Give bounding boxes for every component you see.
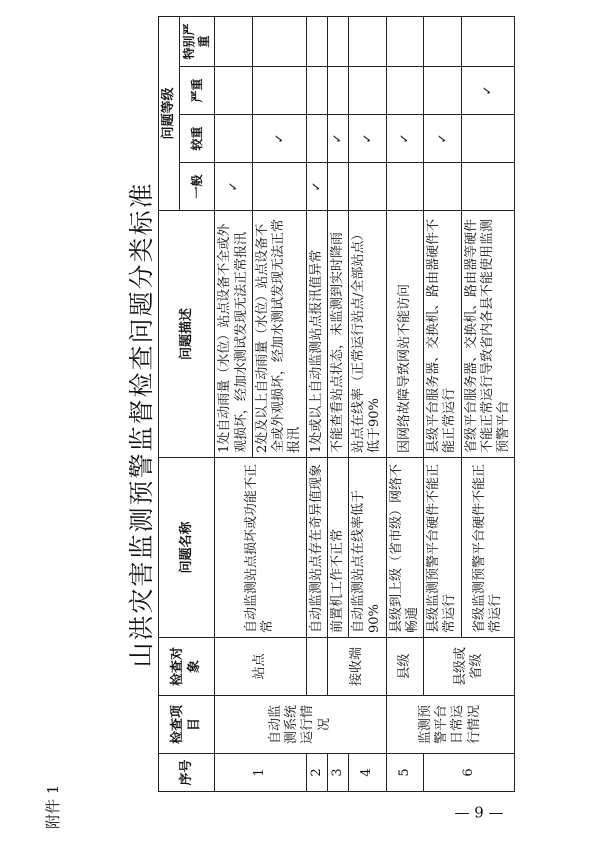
cell-seq: 3	[327, 754, 348, 792]
cell-desc: 1处或以上自动监测站点报汛值异常	[306, 211, 327, 458]
check-mark	[327, 16, 348, 66]
check-mark	[327, 163, 348, 211]
check-mark	[424, 16, 462, 66]
check-mark	[424, 67, 462, 115]
check-mark	[327, 67, 348, 115]
check-mark	[386, 163, 424, 211]
document-title: 山洪灾害监测预警监督检查问题分类标准	[127, 181, 156, 668]
cell-name: 县级监测预警平台硬件不能正常运行	[424, 458, 462, 638]
header-extreme: 特别严重	[180, 16, 215, 66]
check-mark	[215, 115, 253, 163]
header-serious: 较重	[180, 115, 215, 163]
check-mark	[215, 16, 253, 66]
check-mark	[461, 163, 515, 211]
table-row	[424, 16, 462, 791]
cell-object: 县级	[386, 638, 424, 696]
cell-seq: 5	[386, 754, 424, 792]
check-mark	[306, 115, 327, 163]
header-item: 检查项目	[159, 696, 215, 754]
cell-object: 接收端	[327, 638, 386, 696]
cell-seq: 1	[215, 754, 306, 792]
check-mark	[306, 67, 327, 115]
cell-object: 县级或省级	[424, 638, 515, 696]
check-mark: ✓	[215, 163, 253, 211]
table-header-row	[159, 16, 180, 791]
cell-name: 前置机工作不正常	[327, 458, 348, 638]
cell-name: 自动监测站点存在奇异值现象	[306, 458, 327, 638]
check-mark: ✓	[386, 115, 424, 163]
cell-name: 省级监测预警平台硬件不能正常运行	[461, 458, 515, 638]
cell-desc: 1处自动雨量（水位）站点设备不全或外观损坏，经加水测试发现无法正常报汛	[215, 211, 253, 458]
check-mark: ✓	[252, 115, 306, 163]
check-mark	[461, 16, 515, 66]
header-level: 问题等级	[159, 16, 180, 210]
header-desc: 问题描述	[159, 211, 215, 458]
cell-object	[306, 638, 327, 696]
check-mark	[252, 163, 306, 211]
check-mark: ✓	[461, 67, 515, 115]
cell-object: 站点	[215, 638, 306, 696]
check-mark	[461, 115, 515, 163]
cell-name: 县级到上级（省市级）网络不畅通	[386, 458, 424, 638]
check-mark	[215, 67, 253, 115]
cell-seq: 6	[424, 754, 515, 792]
cell-name: 自动监测站点在线率低于90%	[349, 458, 387, 638]
check-mark	[252, 16, 306, 66]
check-mark	[349, 163, 387, 211]
cell-name: 自动监测站点损坏或功能不正常	[215, 458, 306, 638]
cell-desc: 不能查看站点状态，未监测到实时降雨	[327, 211, 348, 458]
check-mark	[349, 67, 387, 115]
cell-desc: 站点在线率（正常运行站点/全部站点）低于90%	[349, 211, 387, 458]
annex-label: 附件 1	[44, 784, 62, 829]
table-row	[327, 16, 348, 791]
check-mark	[386, 67, 424, 115]
page-number: — 9 —	[454, 803, 504, 822]
check-mark	[349, 16, 387, 66]
table-row	[386, 16, 424, 791]
table-row	[215, 16, 253, 791]
cell-item: 监测预警平台日常运行情况	[386, 696, 515, 754]
header-name: 问题名称	[159, 458, 215, 638]
check-mark: ✓	[306, 163, 327, 211]
table-row	[306, 16, 327, 791]
cell-desc: 省级平台服务器、交换机、路由器等硬件不能正常运行导致省内各县不能使用监测预警平台	[461, 211, 515, 458]
check-mark	[386, 16, 424, 66]
cell-desc: 县级平台服务器、交换机、路由器硬件不能正常运行	[424, 211, 462, 458]
check-mark	[306, 16, 327, 66]
cell-item: 自动监测系统运行情况	[215, 696, 386, 754]
check-mark: ✓	[424, 115, 462, 163]
header-seq: 序号	[159, 754, 215, 792]
check-mark: ✓	[327, 115, 348, 163]
header-object: 检查对象	[159, 638, 215, 696]
cell-seq: 2	[306, 754, 327, 792]
header-general: 一般	[180, 163, 215, 211]
cell-desc: 2处及以上自动雨量（水位）站点设备不全或外观损坏，经加水测试发现无法正常报汛	[252, 211, 306, 458]
check-mark	[252, 67, 306, 115]
cell-seq: 4	[349, 754, 387, 792]
cell-desc: 因网络故障导致网站不能访问	[386, 211, 424, 458]
check-mark	[424, 163, 462, 211]
check-mark: ✓	[349, 115, 387, 163]
inspection-standard-table	[158, 16, 515, 792]
header-severe: 严重	[180, 67, 215, 115]
